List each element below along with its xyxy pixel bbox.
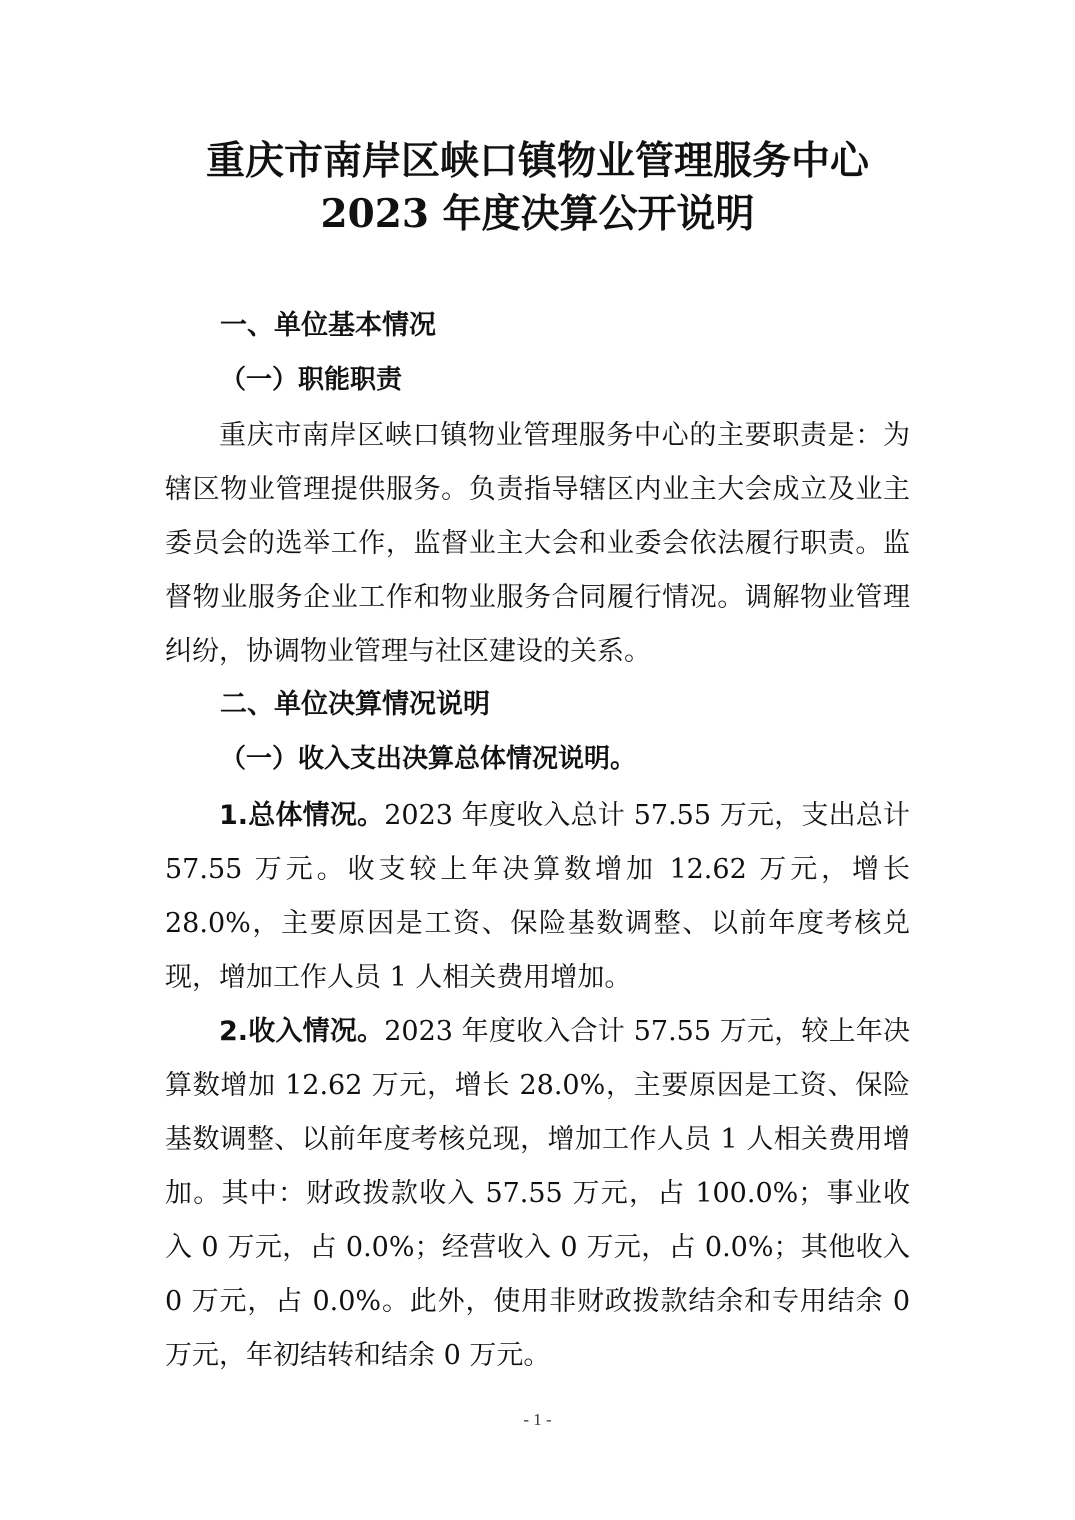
section1-heading: 一、单位基本情况 <box>220 310 436 341</box>
income-paragraph <box>165 1005 910 1383</box>
section1-sub1-heading: （一）职能职责 <box>220 365 403 395</box>
overall-lead: 1.总体情况。 <box>219 800 385 831</box>
section1-duties-paragraph: 重庆市南岸区峡口镇物业管理服务中心的主要职责是：为辖区物业管理提供服务。负责指导辖区内业主大会成立及业主委员会的选举工作，监督业主大会和业委会依法履行职责。监督物业服务企业工作和物业服务合同履行情况。调解物业管理纠纷，协调物业管理与社区建设的关系。 <box>165 420 910 667</box>
overall-text: 2023 年度收入总计 57.55 万元，支出总计 57.55 万元。收支较上年决算数增加 12.62 万元，增长 28.0%，主要原因是工资、保险基数调整、以前年度考核兑现，增加工作人员 1 人相关费用增加。 <box>165 800 910 993</box>
section2-heading: 二、单位决算情况说明 <box>220 689 490 720</box>
overall-paragraph <box>165 789 910 1005</box>
document-title-line2: 2023 年度决算公开说明 <box>320 191 755 237</box>
page-number: - 1 - <box>523 1410 552 1429</box>
document-title-line1: 重庆市南岸区峡口镇物业管理服务中心 <box>205 138 869 184</box>
section2-sub1-heading: （一）收入支出决算总体情况说明。 <box>220 744 637 774</box>
income-lead: 2.收入情况。 <box>219 1016 385 1047</box>
income-text: 2023 年度收入合计 57.55 万元，较上年决算数增加 12.62 万元，增长 28.0%，主要原因是工资、保险基数调整、以前年度考核兑现，增加工作人员 1 人相关费用增加。其中：财政拨款收入 57.55 万元，占 100.0%；事业收入 0 万元，占 0.0%；经营收入 0 万元，占 0.0%；其他收入 0 万元，占 0.0%。此外，使用非财政拨款结余和专用结余 0 万元，年初结转和结余 0 万元。 <box>165 1016 910 1371</box>
